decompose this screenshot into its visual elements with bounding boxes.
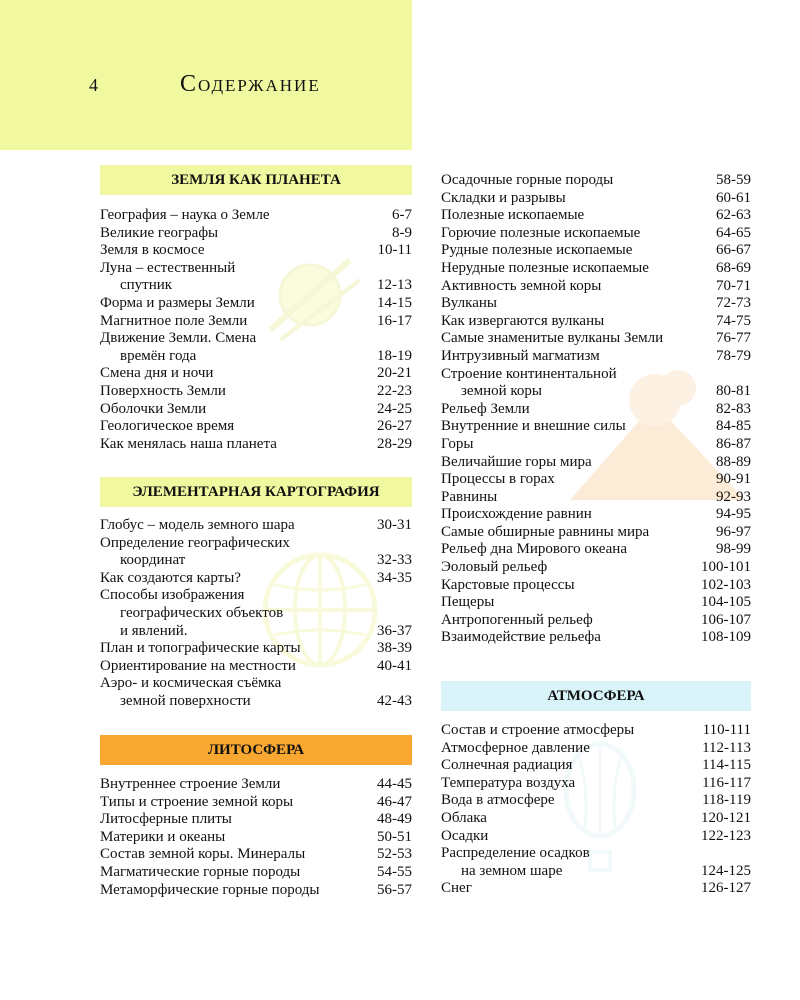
toc-entry-title: Снег	[441, 880, 472, 897]
toc-entry	[441, 418, 751, 436]
toc-entry-pages: 54-55	[377, 863, 412, 880]
section-header-earth: ЗЕМЛЯ КАК ПЛАНЕТА	[100, 165, 412, 195]
toc-entry-title: Самые знаменитые вулканы Земли	[441, 330, 664, 347]
toc-entry	[441, 612, 751, 630]
toc-entry-title: План и топографические карты	[100, 640, 301, 657]
toc-entry-pages: 114-115	[702, 757, 751, 774]
toc-entry-title: Самые обширные равнины мира	[441, 523, 650, 540]
section-header-atmosphere: АТМОСФЕРА	[441, 681, 751, 711]
toc-entry-title: Аэро- и космическая съёмка	[100, 675, 282, 692]
page-title: Содержание	[180, 71, 321, 97]
toc-entry-title: Форма и размеры Земли	[100, 294, 255, 311]
toc-entry	[100, 811, 412, 829]
toc-entry-title: География – наука о Земле	[100, 207, 270, 223]
toc-entry-title: Интрузивный магматизм	[441, 347, 600, 364]
toc-entry-pages: 64-65	[716, 224, 751, 241]
toc-entry-title: Типы и строение земной коры	[100, 793, 294, 810]
toc-entry-pages: 8-9	[392, 224, 412, 241]
toc-entry-title: Величайшие горы мира	[441, 453, 592, 470]
toc-entry-title: Внутреннее строение Земли	[100, 776, 281, 792]
toc-entry-pages: 28-29	[377, 435, 412, 452]
toc-entry-pages: 32-33	[377, 552, 412, 569]
toc-entry	[100, 295, 412, 313]
toc-entry-title: Магматические горные породы	[100, 863, 301, 880]
toc-entry-title: Состав и строение атмосферы	[441, 722, 635, 738]
toc-entry-title: Как извергаются вулканы	[441, 312, 605, 329]
toc-entry	[441, 594, 751, 612]
toc-entry-pages: 124-125	[701, 862, 751, 879]
toc-entry-pages: 72-73	[716, 295, 751, 312]
toc-entry	[100, 401, 412, 419]
toc-entry-title: Литосферные плиты	[100, 811, 232, 828]
toc-entry-pages: 68-69	[716, 259, 751, 276]
toc-entry	[100, 225, 412, 243]
toc-entry-title: Складки и разрывы	[441, 189, 566, 206]
toc-entry	[441, 471, 751, 489]
toc-list-earth	[100, 207, 412, 453]
toc-entry-pages: 90-91	[716, 471, 751, 488]
toc-list-atmosphere	[441, 722, 751, 898]
toc-entry-title: Пещеры	[441, 594, 495, 611]
toc-entry-pages: 66-67	[716, 242, 751, 259]
toc-entry-title: Геологическое время	[100, 418, 235, 435]
toc-entry-title: времён года	[120, 347, 197, 364]
toc-entry-title: Великие географы	[100, 224, 219, 241]
toc-entry-title: Атмосферное давление	[441, 739, 590, 756]
toc-entry	[100, 658, 412, 676]
toc-entry-title: земной коры	[461, 383, 542, 400]
toc-entry	[100, 587, 412, 640]
toc-entry-title: Эоловый рельеф	[441, 559, 548, 576]
toc-list-lithosphere	[100, 776, 412, 899]
toc-entry-pages: 94-95	[716, 506, 751, 523]
toc-entry	[441, 541, 751, 559]
toc-entry-pages: 80-81	[716, 383, 751, 400]
toc-entry-title: Активность земной коры	[441, 277, 602, 294]
toc-entry	[441, 207, 751, 225]
toc-entry-title: Материки и океаны	[100, 828, 226, 845]
toc-entry-pages: 14-15	[377, 294, 412, 311]
toc-entry-title: Карстовые процессы	[441, 576, 575, 593]
toc-entry	[441, 506, 751, 524]
toc-entry	[100, 640, 412, 658]
toc-entry	[441, 828, 751, 846]
toc-entry-pages: 112-113	[702, 739, 751, 756]
toc-entry	[441, 242, 751, 260]
toc-entry	[441, 278, 751, 296]
toc-list-lithosphere-continued	[441, 172, 751, 647]
toc-entry-pages: 100-101	[701, 559, 751, 576]
toc-entry-pages: 74-75	[716, 312, 751, 329]
toc-entry-title: Температура воздуха	[441, 774, 576, 791]
toc-entry	[441, 775, 751, 793]
toc-entry	[100, 260, 412, 295]
toc-entry-title: Горючие полезные ископаемые	[441, 224, 641, 241]
toc-entry-title: земной поверхности	[120, 692, 251, 709]
toc-entry-pages: 88-89	[716, 453, 751, 470]
toc-entry	[441, 577, 751, 595]
toc-entry-title: Поверхность Земли	[100, 382, 226, 399]
toc-entry	[441, 401, 751, 419]
toc-entry-title: Солнечная радиация	[441, 757, 573, 774]
toc-entry-pages: 40-41	[377, 657, 412, 674]
toc-entry-pages: 20-21	[377, 365, 412, 382]
toc-entry-pages: 6-7	[392, 207, 412, 223]
toc-entry-title: Осадочные горные породы	[441, 172, 614, 188]
toc-entry-pages: 86-87	[716, 435, 751, 452]
toc-entry-pages: 26-27	[377, 418, 412, 435]
toc-entry	[100, 882, 412, 900]
toc-entry-title: Глобус – модель земного шара	[100, 517, 295, 533]
section-header-cartography: ЭЛЕМЕНТАРНАЯ КАРТОГРАФИЯ	[100, 477, 412, 507]
toc-entry-pages: 70-71	[716, 277, 751, 294]
toc-entry-pages: 76-77	[716, 330, 751, 347]
toc-entry	[100, 418, 412, 436]
toc-entry-title: Магнитное поле Земли	[100, 312, 248, 329]
toc-entry-title: Движение Земли. Смена	[100, 330, 257, 347]
toc-entry-pages: 104-105	[701, 594, 751, 611]
toc-entry	[441, 190, 751, 208]
toc-entry-title: Рудные полезные ископаемые	[441, 242, 633, 259]
toc-entry	[100, 383, 412, 401]
toc-entry-pages: 102-103	[701, 576, 751, 593]
section-header-lithosphere: ЛИТОСФЕРА	[100, 735, 412, 765]
toc-entry	[441, 722, 751, 740]
toc-entry	[100, 570, 412, 588]
toc-entry-pages: 34-35	[377, 569, 412, 586]
toc-entry-pages: 18-19	[377, 347, 412, 364]
toc-entry-title: и явлений.	[120, 622, 188, 639]
toc-entry-pages: 38-39	[377, 640, 412, 657]
toc-entry-pages: 62-63	[716, 207, 751, 224]
toc-entry	[100, 313, 412, 331]
toc-entry	[441, 260, 751, 278]
toc-entry-pages: 98-99	[716, 541, 751, 558]
toc-entry-pages: 52-53	[377, 846, 412, 863]
toc-entry-title: Внутренние и внешние силы	[441, 418, 626, 435]
toc-entry-title: Рельеф Земли	[441, 400, 530, 417]
toc-entry-title: Состав земной коры. Минералы	[100, 846, 306, 863]
toc-entry-title: Ориентирование на местности	[100, 657, 296, 674]
toc-entry-title: Земля в космосе	[100, 242, 205, 259]
toc-entry-pages: 122-123	[701, 827, 751, 844]
toc-entry-pages: 92-93	[716, 488, 751, 505]
toc-entry	[100, 864, 412, 882]
toc-entry-pages: 42-43	[377, 692, 412, 709]
toc-entry	[441, 313, 751, 331]
toc-entry-pages: 78-79	[716, 347, 751, 364]
toc-entry	[100, 675, 412, 710]
toc-entry-title: Как менялась наша планета	[100, 435, 277, 452]
toc-entry-pages: 46-47	[377, 793, 412, 810]
toc-entry-title: координат	[120, 552, 186, 569]
toc-entry-title: Горы	[441, 435, 474, 452]
toc-entry-pages: 24-25	[377, 400, 412, 417]
toc-entry-pages: 106-107	[701, 611, 751, 628]
toc-entry	[100, 794, 412, 812]
toc-entry	[441, 559, 751, 577]
toc-entry-title: Осадки	[441, 827, 489, 844]
toc-entry-pages: 84-85	[716, 418, 751, 435]
toc-entry	[100, 207, 412, 225]
toc-entry	[100, 535, 412, 570]
toc-entry	[100, 365, 412, 383]
toc-entry-title: Антропогенный рельеф	[441, 611, 593, 628]
toc-entry-title: Рельеф дна Мирового океана	[441, 541, 627, 558]
toc-list-cartography	[100, 517, 412, 711]
toc-entry	[441, 454, 751, 472]
toc-entry-title: Вода в атмосфере	[441, 792, 555, 809]
toc-entry	[441, 845, 751, 880]
toc-entry-title: Способы изображения	[100, 587, 245, 604]
toc-entry	[441, 330, 751, 348]
toc-entry-title: Метаморфические горные породы	[100, 881, 320, 898]
toc-entry-pages: 16-17	[377, 312, 412, 329]
toc-entry	[100, 436, 412, 454]
toc-entry	[441, 225, 751, 243]
toc-entry	[441, 524, 751, 542]
toc-entry-pages: 108-109	[701, 629, 751, 646]
toc-entry	[441, 880, 751, 898]
toc-entry-pages: 126-127	[701, 880, 751, 897]
toc-entry-pages: 118-119	[702, 792, 751, 809]
toc-entry-title: географических объектов	[120, 604, 284, 621]
toc-entry-title: Процессы в горах	[441, 471, 555, 488]
toc-entry	[441, 629, 751, 647]
toc-entry-title: Определение географических	[100, 534, 290, 551]
toc-entry-pages: 82-83	[716, 400, 751, 417]
toc-entry	[441, 489, 751, 507]
toc-entry-pages: 60-61	[716, 189, 751, 206]
toc-entry-pages: 110-111	[702, 722, 751, 738]
toc-entry-pages: 116-117	[702, 774, 751, 791]
toc-entry	[100, 242, 412, 260]
toc-entry-pages: 56-57	[377, 881, 412, 898]
toc-entry	[441, 436, 751, 454]
toc-entry-pages: 12-13	[377, 277, 412, 294]
toc-entry-pages: 120-121	[701, 809, 751, 826]
toc-entry	[100, 776, 412, 794]
toc-entry	[441, 740, 751, 758]
toc-entry-pages: 96-97	[716, 523, 751, 540]
toc-entry	[100, 829, 412, 847]
toc-entry	[441, 792, 751, 810]
toc-entry-pages: 44-45	[377, 776, 412, 792]
toc-entry-title: Вулканы	[441, 295, 497, 312]
toc-entry	[100, 330, 412, 365]
toc-entry-title: на земном шаре	[461, 862, 563, 879]
toc-entry-pages: 36-37	[377, 622, 412, 639]
page-number: 4	[89, 75, 98, 95]
toc-entry	[441, 295, 751, 313]
toc-entry-title: спутник	[120, 277, 173, 294]
toc-entry-title: Распределение осадков	[441, 845, 590, 862]
toc-entry	[100, 846, 412, 864]
toc-entry	[441, 810, 751, 828]
toc-entry-title: Полезные ископаемые	[441, 207, 585, 224]
toc-entry-title: Происхождение равнин	[441, 506, 592, 523]
toc-entry-title: Взаимодействие рельефа	[441, 629, 601, 646]
toc-entry	[441, 172, 751, 190]
toc-entry-title: Нерудные полезные ископаемые	[441, 259, 649, 276]
toc-entry-pages: 30-31	[377, 517, 412, 533]
toc-entry-title: Строение континентальной	[441, 365, 617, 382]
toc-entry-title: Как создаются карты?	[100, 569, 241, 586]
toc-entry-title: Смена дня и ночи	[100, 365, 214, 382]
toc-entry	[100, 517, 412, 535]
toc-entry-title: Облака	[441, 809, 487, 826]
toc-entry-pages: 50-51	[377, 828, 412, 845]
toc-entry	[441, 348, 751, 366]
toc-entry	[441, 366, 751, 401]
toc-entry-pages: 10-11	[377, 242, 412, 259]
toc-entry-title: Луна – естественный	[100, 259, 236, 276]
toc-entry-title: Равнины	[441, 488, 498, 505]
toc-entry-title: Оболочки Земли	[100, 400, 207, 417]
header-block	[0, 0, 412, 150]
toc-entry-pages: 22-23	[377, 382, 412, 399]
toc-entry-pages: 48-49	[377, 811, 412, 828]
toc-entry-pages: 58-59	[716, 172, 751, 188]
toc-entry	[441, 757, 751, 775]
